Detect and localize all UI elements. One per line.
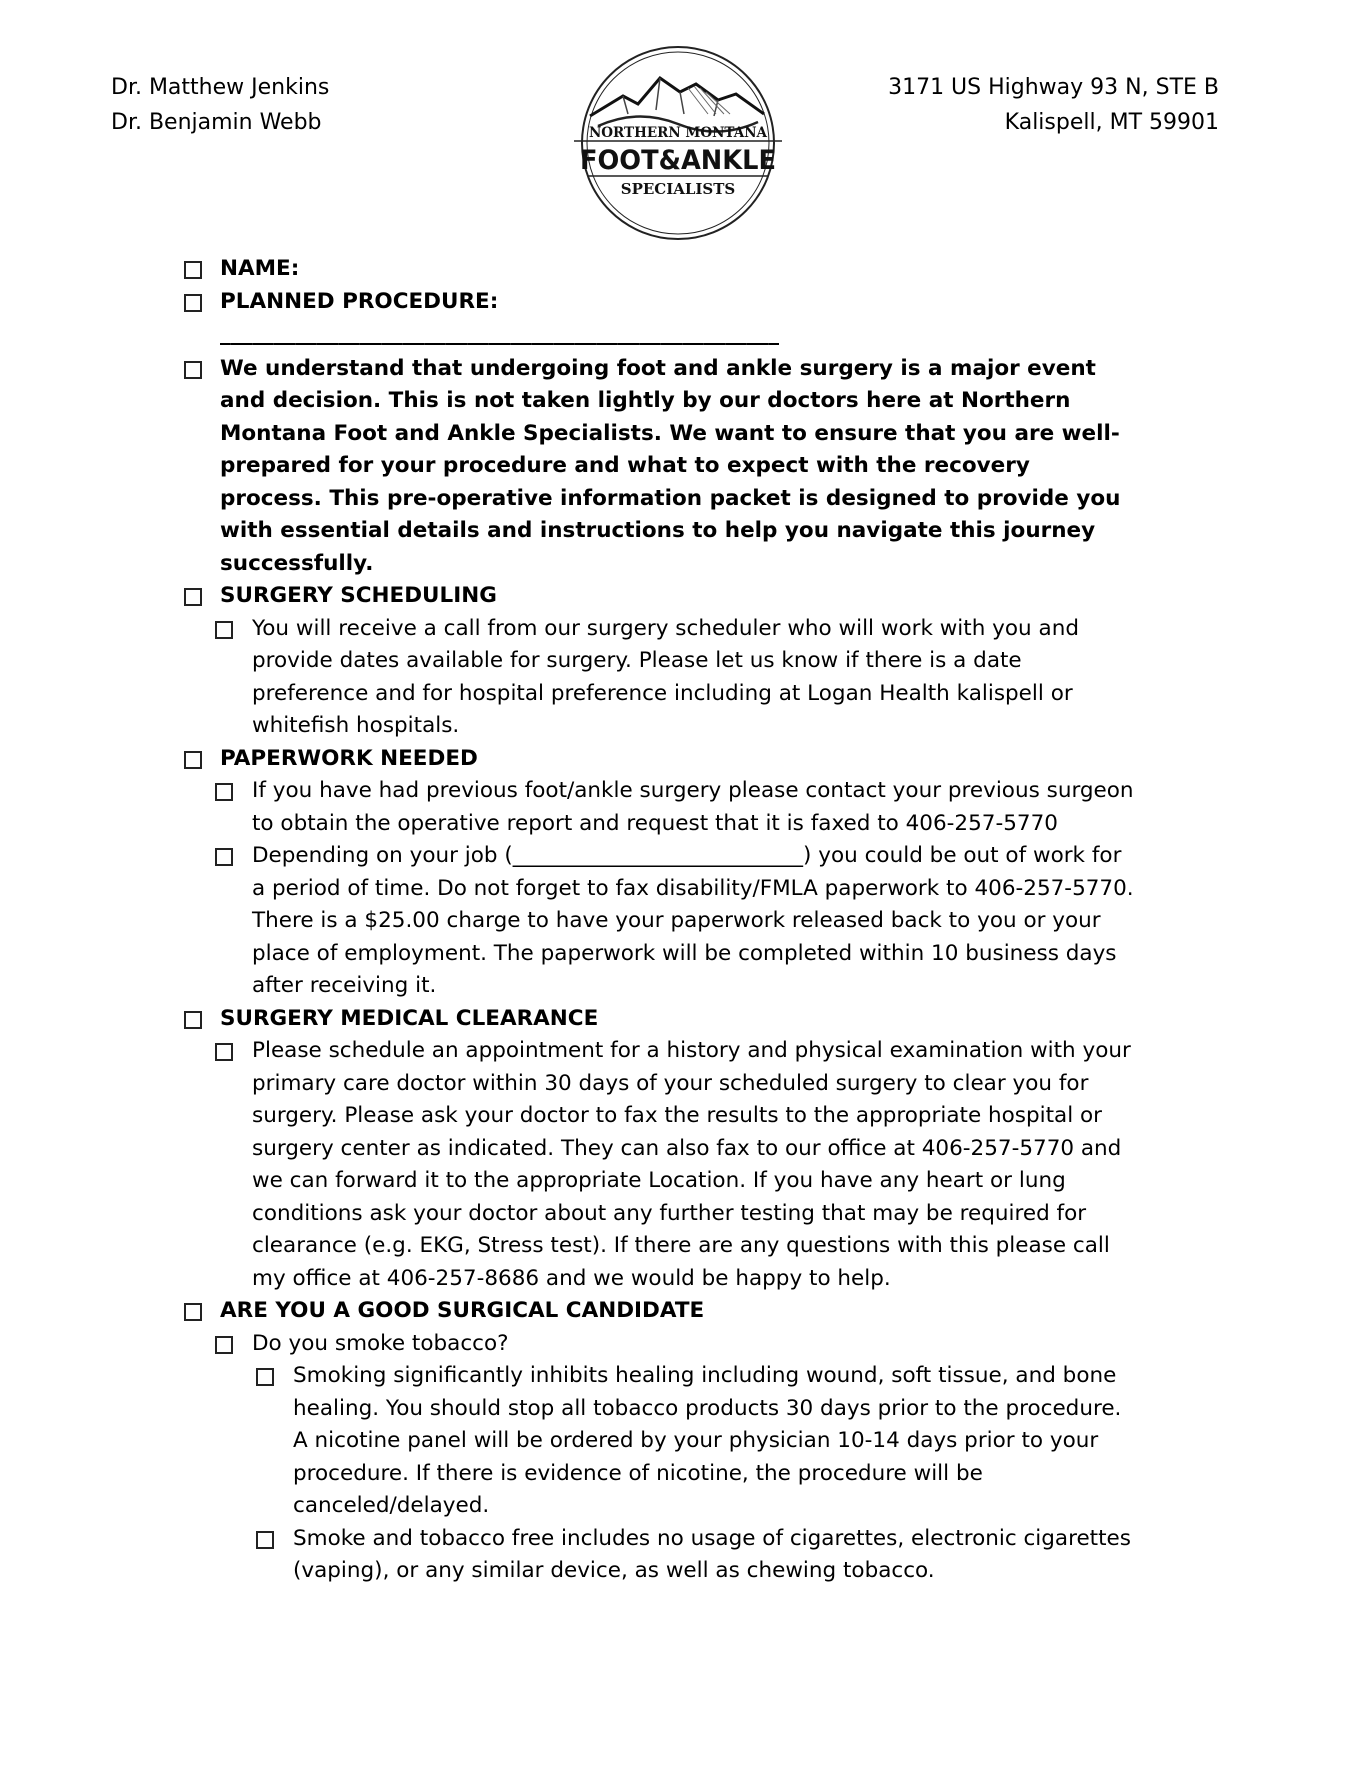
smoke-question: Do you smoke tobacco? (252, 1330, 509, 1356)
name-label: NAME: (220, 256, 300, 281)
surgery-scheduling-text: You will receive a call from our surgery scheduler who will work with you and provide dates available for surgery. Please let us know if there is a date preference and for hospital preference including at Logan Health kalispell or whitefish hospitals. (252, 615, 1079, 738)
surgery-scheduling-heading: SURGERY SCHEDULING (220, 583, 497, 608)
doctor-name-1: Dr. Matthew Jenkins (111, 75, 330, 100)
surgery-scheduling-item (184, 613, 1134, 743)
practice-address (888, 70, 1219, 140)
doctor-names (111, 70, 329, 140)
intro-item (184, 353, 1134, 581)
checkbox[interactable] (184, 1011, 202, 1029)
address-line-2: Kalispell, MT 59901 (1004, 110, 1219, 135)
paperwork-heading-item (184, 743, 1134, 776)
smoke-info-text-1: Smoking significantly inhibits healing including wound, soft tissue, and bone healing. You should stop all tobacco products 30 days prior to the procedure. A nicotine panel will be ordered by your physician 10-14 days prior to your procedure. If there is evidence of nicotine, the procedure will be canceled/delayed. (293, 1363, 1122, 1518)
checkbox[interactable] (184, 294, 202, 312)
checkbox[interactable] (215, 621, 233, 639)
checkbox[interactable] (215, 1336, 233, 1354)
checkbox[interactable] (184, 1303, 202, 1321)
smoke-info-item-1 (184, 1360, 1134, 1523)
medical-clearance-heading-item (184, 1003, 1134, 1036)
practice-logo (568, 44, 788, 242)
logo-bottom-text: SPECIALISTS (620, 180, 736, 198)
surgical-candidate-heading-item (184, 1295, 1134, 1328)
checkbox[interactable] (184, 751, 202, 769)
smoke-info-text-2: Smoke and tobacco free includes no usage of cigarettes, electronic cigarettes (vaping), or any similar device, as well as chewing tobacco. (293, 1525, 1131, 1583)
smoke-question-item (184, 1328, 1134, 1361)
checkbox[interactable] (184, 588, 202, 606)
intro-text: We understand that undergoing foot and ankle surgery is a major event and decision. This is not taken lightly by our doctors here at Northern Montana Foot and Ankle Specialists. We want to ensure that you are well-prepared for your procedure and what to expect with the recovery process. This pre-operative information packet is designed to provide you with essential details and instructions to help you navigate this journey successfully. (220, 355, 1121, 576)
address-line-1: 3171 US Highway 93 N, STE B (888, 75, 1219, 100)
checkbox[interactable] (184, 361, 202, 379)
logo-top-text: NORTHERN MONTANA (588, 125, 768, 141)
checkbox[interactable] (256, 1531, 274, 1549)
checklist (184, 253, 1134, 1588)
medical-clearance-text: Please schedule an appointment for a history and physical examination with your primary care doctor within 30 days of your scheduled surgery to clear you for surgery. Please ask your doctor to fax the results to the appropriate hospital or surgery center as indicated. They can also fax to our office at 406-257-5770 and we can forward it to the appropriate Location. If you have any heart or lung conditions ask your doctor about any further testing that may be required for clearance (e.g. EKG, Stress test). If there are any questions with this please call my office at 406-257-8686 and we would be happy to help. (252, 1038, 1131, 1291)
checkbox[interactable] (256, 1368, 274, 1386)
surgical-candidate-heading: ARE YOU A GOOD SURGICAL CANDIDATE (220, 1298, 705, 1323)
paperwork-text-2: Depending on your job (___________________________) you could be out of work for a period of time. Do not forget to fax disability/FMLA paperwork to 406-257-5770. There is a $25.00 charge to have your paperwork released back to you or your place of employment. The paperwork will be completed within 10 business days after receiving it. (252, 843, 1134, 998)
paperwork-text-1: If you have had previous foot/ankle surgery please contact your previous surgeon to obtain the operative report and request that it is faxed to 406-257-5770 (252, 778, 1134, 836)
checkbox[interactable] (215, 848, 233, 866)
checkbox[interactable] (215, 1043, 233, 1061)
planned-procedure-blank: ____________________________________________________ (220, 321, 779, 346)
smoke-info-item-2 (184, 1523, 1134, 1588)
surgery-scheduling-heading-item (184, 580, 1134, 613)
checkbox[interactable] (184, 261, 202, 279)
paperwork-item-1 (184, 775, 1134, 840)
planned-procedure-item (184, 286, 1134, 351)
medical-clearance-item (184, 1035, 1134, 1295)
planned-procedure-label: PLANNED PROCEDURE: (220, 288, 499, 314)
doctor-name-2: Dr. Benjamin Webb (111, 110, 322, 135)
practice-logo-graphic (568, 44, 788, 242)
medical-clearance-heading: SURGERY MEDICAL CLEARANCE (220, 1005, 599, 1031)
name-item (184, 253, 1134, 286)
checkbox[interactable] (215, 783, 233, 801)
paperwork-heading: PAPERWORK NEEDED (220, 745, 478, 771)
paperwork-item-2 (184, 840, 1134, 1003)
logo-main-text: FOOT&ANKLE (580, 145, 776, 176)
